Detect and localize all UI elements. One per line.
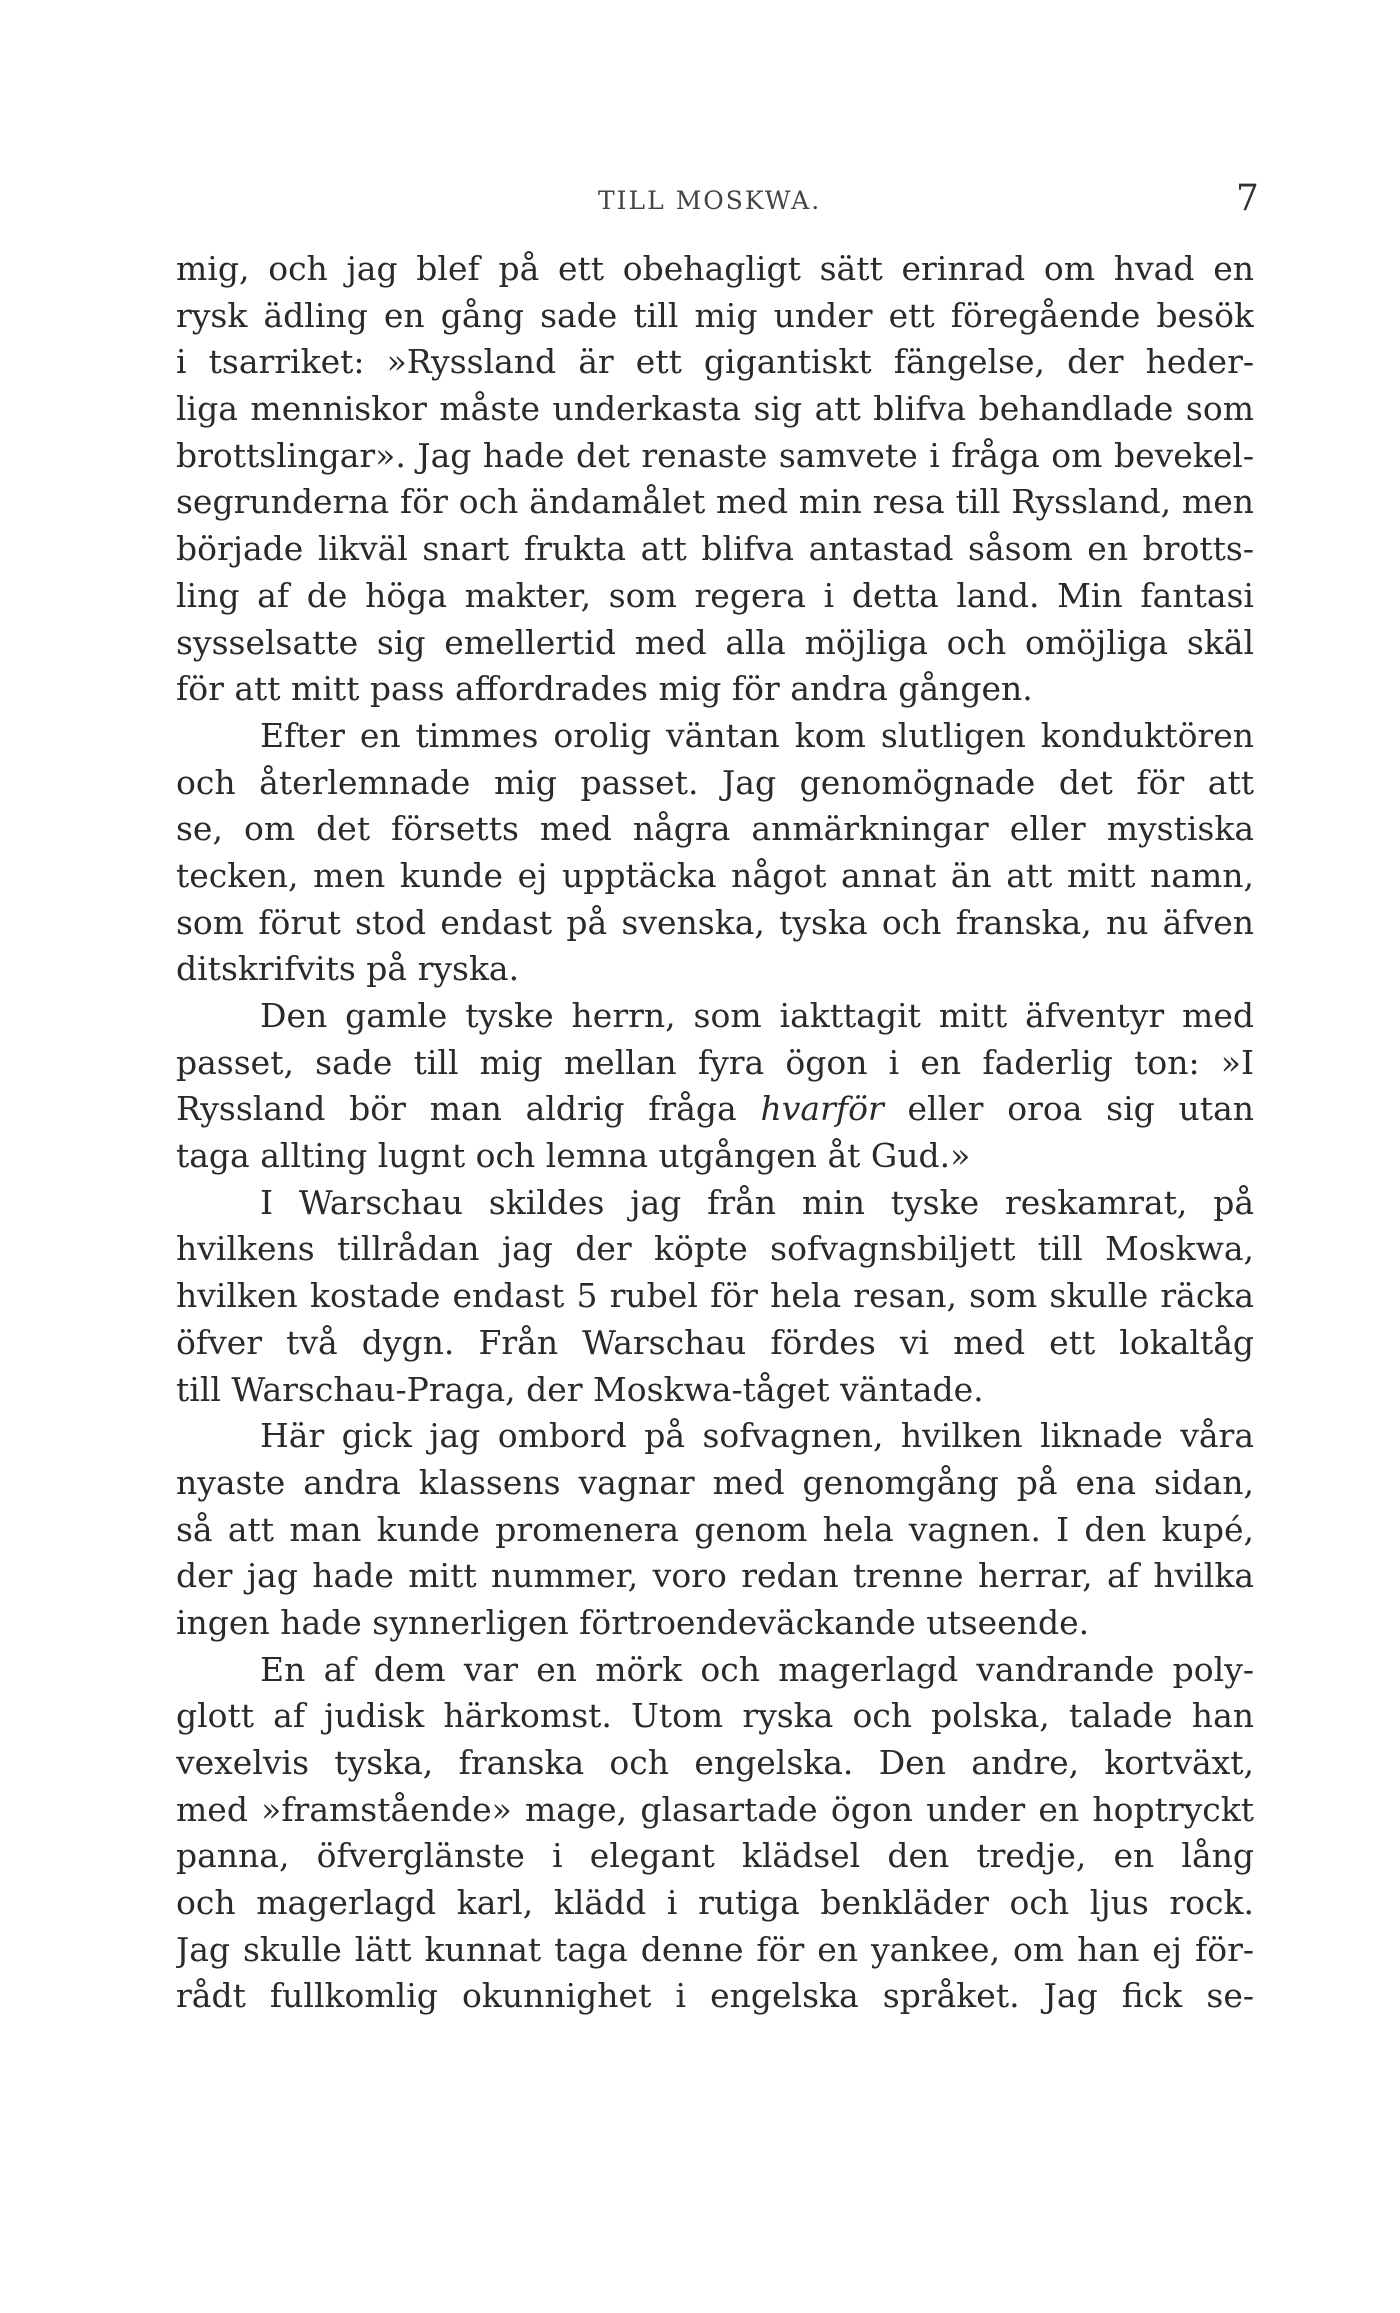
italic-word: hvarför — [760, 1089, 884, 1129]
text-line: började likväl snart frukta att blifva antastad såsom en brotts- — [176, 529, 1254, 569]
text-line: segrunderna för och ändamålet med min resa till Ryssland, men — [176, 482, 1254, 522]
text-line: ditskrifvits på ryska. — [176, 949, 520, 989]
text-line: hvilkens tillrådan jag der köpte sofvagnsbiljett till Moskwa, — [176, 1229, 1254, 1269]
text-line: i tsarriket: »Ryssland är ett gigantiskt fängelse, der heder- — [176, 342, 1254, 382]
text-line: rådt fullkomlig okunnighet i engelska språket. Jag fick se- — [176, 1976, 1254, 2016]
text-line: se, om det försetts med några anmärkningar eller mystiska — [176, 809, 1254, 849]
text-line: nyaste andra klassens vagnar med genomgång på ena sidan, — [176, 1462, 1254, 1502]
text-line: till Warschau-Praga, der Moskwa-tåget väntade. — [176, 1369, 984, 1409]
text-line: ingen hade synnerligen förtroendeväckande utseende. — [176, 1602, 1090, 1642]
text-line: panna, öfverglänste i elegant klädsel den tredje, en lång — [176, 1836, 1254, 1876]
text-line: och magerlagd karl, klädd i rutiga benkläder och ljus rock. — [176, 1883, 1254, 1923]
text-line: hvilken kostade endast 5 rubel för hela resan, som skulle räcka — [176, 1276, 1254, 1316]
text-line-with-italic — [176, 1086, 1254, 1133]
text-line: mig, och jag blef på ett obehagligt sätt erinrad om hvad en — [176, 249, 1254, 288]
text-line: brottslingar». Jag hade det renaste samvete i fråga om bevekel- — [176, 435, 1254, 475]
text-line: Den gamle tyske herrn, som iakttagit mitt äfventyr med — [260, 996, 1254, 1035]
text-line: Efter en timmes orolig väntan kom slutligen konduktören — [260, 715, 1254, 755]
page-number: 7 — [1236, 178, 1259, 219]
running-head: TILL MOSKWA. — [598, 186, 822, 215]
text-line: I Warschau skildes jag från min tyske reskamrat, på — [260, 1182, 1254, 1222]
text-line: vexelvis tyska, franska och engelska. Den andre, kortväxt, — [176, 1743, 1254, 1782]
text-line: öfver två dygn. Från Warschau fördes vi med ett lokaltåg — [176, 1322, 1254, 1362]
text-line: der jag hade mitt nummer, voro redan trenne herrar, af hvilka — [176, 1556, 1254, 1596]
text-line: tecken, men kunde ej upptäcka något annat än att mitt namn, — [176, 855, 1254, 895]
text-line: Här gick jag ombord på sofvagnen, hvilken liknade våra — [260, 1416, 1254, 1456]
text-line: och återlemnade mig passet. Jag genomögnade det för att — [176, 762, 1254, 802]
text-line: för att mitt pass affordrades mig för andra gången. — [176, 669, 1033, 709]
text-line: sysselsatte sig emellertid med alla möjliga och omöjliga skäl — [176, 622, 1254, 662]
text-line: ling af de höga makter, som regera i detta land. Min fantasi — [176, 575, 1254, 615]
text-line: taga allting lugnt och lemna utgången åt Gud.» — [176, 1136, 971, 1176]
text-line: Jag skulle lätt kunnat taga denne för en yankee, om han ej för- — [176, 1929, 1254, 1969]
text-line: så att man kunde promenera genom hela vagnen. I den kupé, — [176, 1509, 1254, 1549]
text-line: som förut stod endast på svenska, tyska och franska, nu äfven — [176, 902, 1254, 942]
text-line: liga menniskor måste underkasta sig att blifva behandlade som — [176, 389, 1254, 429]
text-line: passet, sade till mig mellan fyra ögon i en faderlig ton: »I — [176, 1042, 1254, 1082]
text-line: glott af judisk härkomst. Utom ryska och polska, talade han — [176, 1696, 1254, 1736]
text-segment: eller oroa sig utan — [907, 1089, 1254, 1129]
text-line: med »framstående» mage, glasartade ögon under en hoptryckt — [176, 1789, 1254, 1829]
text-line: En af dem var en mörk och magerlagd vandrande poly- — [260, 1649, 1254, 1689]
text-line: rysk ädling en gång sade till mig under ett föregående besök — [176, 295, 1254, 335]
text-segment: Ryssland bör man aldrig fråga — [176, 1089, 737, 1129]
body-text — [176, 246, 1254, 2020]
